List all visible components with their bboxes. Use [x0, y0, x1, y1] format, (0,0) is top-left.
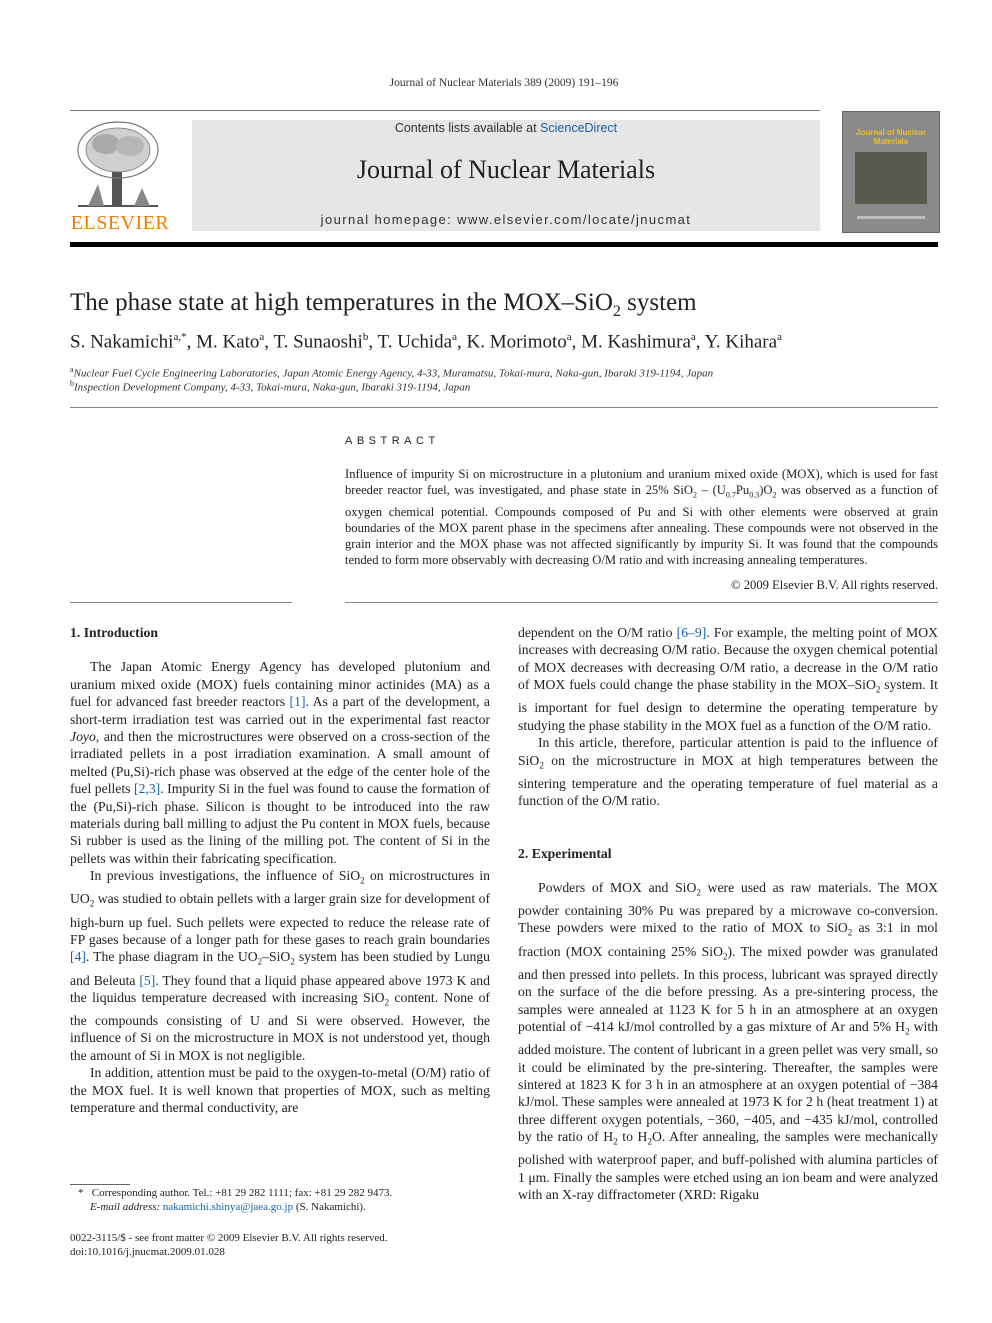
masthead-top-rule — [70, 110, 820, 111]
experimental-paragraph-1: Powders of MOX and SiO$_2$ were used as raw materials. The MOX powder containing 30% Pu was prepared by a microwave co-conversion. These powders were mixed to the ratio of MOX to SiO$_2$ as 3:1 in mol fraction (MOX containing 25% SiO$_2$). The mixed powder was granulated and then pressed into pellets. In this process, lubricant was sprayed directly on the surface of the die before pressing. As a pre-sintering process, the samples were annealed at 1123 K for 5 h in an atmosphere at an oxygen potential of −414 kJ/mol controlled by a gas mixture of Ar and 5% $H_2$ with added moisture. The content of lubricant in a green pellet was very small, so it could be eliminated by the pre-sintering. Thereafter, the samples were sintered at 1823 K for 3 h in an atmosphere at an oxygen potential of −384 kJ/mol. These samples were annealed at 1973 K for 2 h (heat treatment 1) at three different oxygen potentials, −360, −405, and −435 kJ/mol, controlled by the ratio of $H_2$ to $H_2O$. After annealing, the samples were mechanically polished with waterproof paper, and buff-polished with alumina particles of 1 μm. Finally the samples were etched using an ion beam and were analyzed with an X-ray diffractometer (XRD: Rigaku — [518, 879, 939, 1203]
affiliation-rule — [70, 407, 938, 408]
affiliation-a: $^a$Nuclear Fuel Cycle Engineering Laboratories, Japan Atomic Energy Agency, 4-33, Muramatsu, Tokai-mura, Naka-gun, Ibaraki 319-1194, Japan — [70, 365, 714, 380]
right-section-rule — [345, 602, 938, 603]
masthead-bottom-rule — [70, 242, 938, 247]
sciencedirect-link[interactable]: ScienceDirect — [540, 121, 618, 135]
intro-paragraph-1: The Japan Atomic Energy Agency has developed plutonium and uranium mixed oxide (MOX) fuels containing minor actinides (MA) as a fuel for advanced fast breeder reactors [1]. As a part of the development, a short-term irradiation test was carried out in the experimental fast reactor Joyo, and then the microstructures were observed on a cross-section of the irradiated pellets in a post irradiation examination. A small amount of melted (Pu,Si)-rich phase was observed at the edge of the center hole of the fuel pellets [2,3]. Impurity Si in the fuel was found to cause the formation of the (Pu,Si)-rich phase. Silicon is thought to be introduced into the raw materials during ball milling to adjust the Pu content in MOX fuels, because Si rubber is used as the lining of the milling pot. The content of Si in the pellets was within their fabricating specification. — [70, 659, 490, 866]
doi-line[interactable]: doi:10.1016/j.jnucmat.2009.01.028 — [70, 1246, 225, 1258]
cover-image — [855, 152, 927, 204]
corresponding-author-footnote: * Corresponding author. Tel.: +81 29 282 1111; fax: +81 29 282 9473. E-mail address: nakamichi.shinya@jaea.go.jp (S. Nakamichi). — [78, 1187, 393, 1213]
article-title: The phase state at high temperatures in the MOX–SiO$_2$ system — [70, 289, 697, 320]
abstract-copyright: © 2009 Elsevier B.V. All rights reserved. — [731, 578, 938, 592]
left-section-rule — [70, 602, 292, 603]
contents-prefix: Contents lists available at — [394, 121, 537, 135]
author-list: S. Nakamichi$^{a,*}$, M. Kato$^a$, T. Sunaoshi$^b$, T. Uchida$^a$, K. Morimoto$^a$, M. Kashimura$^a$, Y. Kihara$^a$ — [70, 331, 782, 353]
footnote-rule — [70, 1184, 130, 1185]
journal-cover-thumbnail — [842, 111, 940, 233]
journal-name: Journal of Nuclear Materials — [356, 155, 656, 184]
elsevier-wordmark: ELSEVIER — [70, 212, 170, 234]
journal-citation: Journal of Nuclear Materials 389 (2009) 191–196 — [389, 77, 619, 89]
reference-link[interactable]: [6–9] — [676, 625, 707, 640]
issn-line: 0022-3115/$ - see front matter © 2009 Elsevier B.V. All rights reserved. — [70, 1232, 388, 1244]
introduction-heading: 1. Introduction — [70, 625, 158, 640]
cover-title: Journal of Nuclear Materials — [855, 128, 927, 146]
intro-paragraph-3: In addition, attention must be paid to the oxygen-to-metal (O/M) ratio of the MOX fuel. It is well known that properties of MOX, such as melting temperature and thermal conductivity, are — [70, 1065, 490, 1116]
author-email-link[interactable]: nakamichi.shinya@jaea.go.jp — [162, 1201, 294, 1213]
abstract-text: Influence of impurity Si on microstructure in a plutonium and uranium mixed oxide (MOX), which is used for fast breeder reactor fuel, was investigated, and phase state in 25% $SiO_2 - (U_{0.7}Pu_{0.3})O_2$ was observed as a function of oxygen chemical potential. Compounds composed of Pu and Si with other elements were observed at grain boundaries of the MOX parent phase in the specimens after annealing. These compounds were not observed in the grain interior and the MOX phase was not affected significantly by impurity Si. It was found that the compounds tended to form more observably with decreasing O/M ratio and with increasing annealing temperatures. — [345, 467, 938, 567]
intro-paragraph-2: In previous investigations, the influence of SiO$_2$ on microstructures in $UO_2$ was studied to obtain pellets with a larger grain size for development of high-burn up fuel. Such pellets were expected to reduce the release rate of FP gases because of a longer path for these gases to reach grain boundaries [4]. The phase diagram in the $UO_2-SiO_2$ system has been studied by Lungu and Beleuta [5]. They found that a liquid phase appeared above 1973 K and the liquidus temperature decreased with increasing SiO$_2$ content. None of the compounds consisting of U and Si were observed. However, the influence of Si on the microstructure in MOX is not understood yet, though the amount of Si in MOX is not negligible. — [70, 868, 490, 1063]
reference-link[interactable]: [5] — [139, 972, 156, 988]
author[interactable]: K. Morimoto — [466, 331, 567, 353]
affiliation-b: $^b$Inspection Development Company, 4-33, Tokai-mura, Naka-gun, Ibaraki 319-1194, Japan — [70, 379, 471, 394]
reference-link[interactable]: [2,3] — [134, 781, 161, 797]
author[interactable]: S. Nakamichi — [70, 331, 174, 353]
author[interactable]: M. Kato — [196, 331, 260, 353]
journal-homepage[interactable]: journal homepage: www.elsevier.com/locate/jnucmat — [320, 212, 692, 227]
author[interactable]: Y. Kihara — [704, 331, 778, 353]
author[interactable]: T. Uchida — [377, 331, 453, 353]
elsevier-logo — [68, 118, 172, 234]
front-matter — [70, 1231, 500, 1259]
reference-link[interactable]: [4] — [70, 949, 86, 965]
right-column — [518, 624, 938, 1204]
intro-paragraph-3-continued: dependent on the O/M ratio [6–9]. For example, the melting point of MOX increases with decreasing O/M ratio. Because the oxygen chemical potential of MOX decreases with decreasing O/M ratio, a decrease in the O/M ratio of MOX fuels could change the phase stability in the MOX–SiO$_2$ system. It is important for fuel design to determine the operating temperature by studying the phase stability in the MOX fuel as a function of the O/M ratio. — [518, 625, 938, 733]
abstract-heading: ABSTRACT — [345, 435, 440, 447]
contents-line — [192, 121, 820, 135]
intro-paragraph-4: In this article, therefore, particular attention is paid to the influence of SiO$_2$ on the microstructure in MOX at high temperatures between the sintering temperature and the operating temperature of fuel material as a function of the O/M ratio. — [518, 735, 938, 809]
left-column — [70, 624, 490, 1117]
cover-footer-bar — [857, 216, 925, 219]
author[interactable]: T. Sunaoshi — [273, 331, 363, 353]
reference-link[interactable]: [1] — [289, 694, 306, 710]
experimental-heading: 2. Experimental — [518, 845, 612, 861]
author[interactable]: M. Kashimura — [581, 331, 691, 353]
